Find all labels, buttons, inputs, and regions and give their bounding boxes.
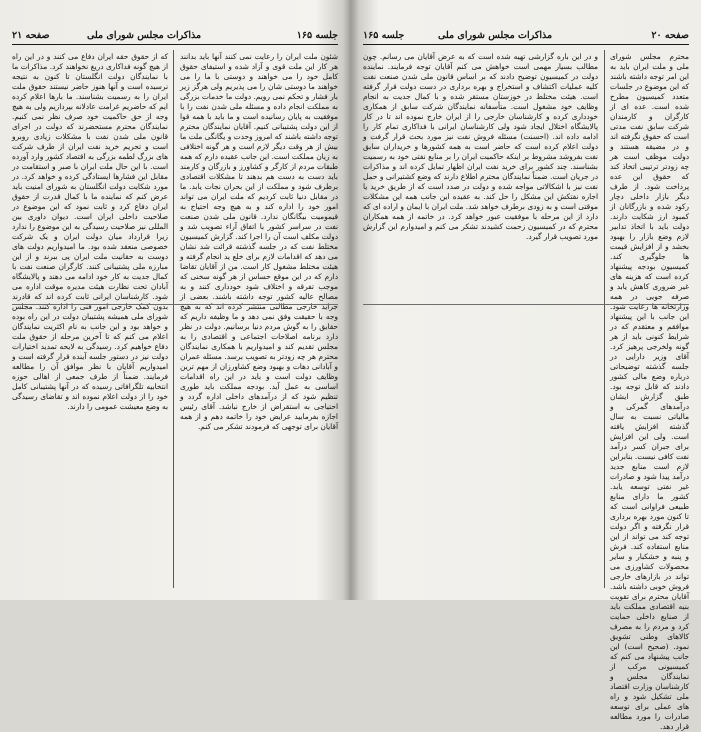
right-page-left-column: [363, 52, 598, 590]
right-page-right-column: [610, 52, 689, 731]
left-page-title: مذاکرات مجلس شورای ملی: [86, 30, 202, 41]
book-gutter: [343, 0, 359, 600]
right-page-number: صفحه ۲۰: [651, 30, 689, 41]
right-page-column-separator: [604, 50, 605, 588]
left-page-column-separator: [173, 50, 174, 588]
left-page-header-rule: [12, 44, 338, 45]
right-page: [351, 0, 701, 731]
left-page: [0, 0, 350, 600]
left-page-left-column: [12, 52, 168, 590]
right-page-right-column-text: محترم مجلس شورای ملی و ملت ایران باید به این امر توجه داشته باشند که این موضوع در جلسات متعدد کمیسیون مطرح شده است. عده ای از کارگران و کارمندان شرکت سابق نفت مدتی است که حقوق نگرفته اند و در مضیقه هستند و دولت موظف است هر چه زودتر ترتیبی اتخاذ کند که حقوق این عده پرداخت شود. از طرف دیگر بازار داخلی دچار رکود شده و بازرگانان از کمبود ارز شکایت دارند. دولت باید با اتخاذ تدابیر لازم وضع بازار را بهبود بخشد و از افزایش قیمت ها جلوگیری کند. کمیسیون بودجه پیشنهاد کرده است که هزینه های غیر ضروری کاهش یابد و صرفه جویی در همه وزارتخانه ها رعایت شود. این جانب با این پیشنهاد موافقم و معتقدم که در شرایط کنونی باید از هر گونه ولخرجی پرهیز کرد. آقای وزیر دارایی در جلسه گذشته توضیحاتی درباره وضع مالی کشور دادند که قابل توجه بود. طبق گزارش ایشان درآمدهای گمرکی و مالیاتی نسبت به سال گذشته افزایش یافته است. ولی این افزایش برای جبران کسر درآمد نفت کافی نیست. بنابراین لازم است منابع جدید درآمد پیدا شود و صادرات غیر نفتی توسعه یابد. کشور ما دارای منابع طبیعی فراوانی است که تا کنون مورد بهره برداری قرار نگرفته و اگر دولت توجه کند می تواند از این منابع استفاده کند. فرش و پنبه و خشکبار و سایر محصولات کشاورزی می تواند در بازارهای خارجی فروش خوبی داشته باشد. آقایان محترم برای تقویت بنیه اقتصادی مملکت باید از صنایع داخلی حمایت کرد و مردم را به مصرف کالاهای وطنی تشویق نمود. (صحیح است) این جانب پیشنهاد می کنم که کمیسیونی مرکب از نمایندگان مجلس و کارشناسان وزارت اقتصاد ملی تشکیل شود و راه های عملی برای توسعه صادرات را مورد مطالعه قرار دهد.: [610, 52, 689, 731]
left-page-number: صفحه ۲۱: [12, 30, 50, 41]
right-page-mid-rule: [363, 304, 689, 305]
left-page-mid-rule: [12, 304, 338, 305]
left-page-left-column-text: که از حقوق حقه ایران دفاع می کنند و در این راه از هیچ گونه فداکاری دریغ نخواهند کرد. مذاکرات ما با نمایندگان دولت انگلستان تا کنون به نتیجه نرسیده است و آنها هنوز حاضر نیستند حقوق ملت ایران را به رسمیت بشناسند. ما بارها اعلام کرده ایم که حاضریم غرامت عادلانه بپردازیم ولی به هیچ وجه از حق حاکمیت خود صرف نظر نمی کنیم. نمایندگان محترم مستحضرند که دولت در اجرای قانون ملی شدن نفت با مشکلات زیادی روبرو است و تحریم خرید نفت ایران از طرف شرکت های بزرگ لطمه بزرگی به اقتصاد کشور وارد آورده است. با این حال ملت ایران با صبر و استقامت در مقابل این فشارها ایستادگی کرده و خواهد کرد. در مورد شکایت دولت انگلستان به شورای امنیت باید عرض کنم که نماینده ما با کمال قدرت از حقوق ایران دفاع کرد و ثابت نمود که این موضوع در صلاحیت داخلی ایران است. دیوان داوری بین المللی نیز صلاحیت رسیدگی به این موضوع را ندارد زیرا قرارداد میان دولت ایران و یک شرکت خصوصی منعقد شده بود. ما امیدواریم دولت های دوست به حقانیت ملت ایران پی ببرند و از این مبارزه ملی پشتیبانی کنند. کارگران صنعت نفت با کمال جدیت به کار خود ادامه می دهند و پالایشگاه آبادان تحت نظارت هیئت مدیره موقت اداره می شود. کارشناسان ایرانی ثابت کرده اند که قادرند بدون کمک خارجی امور فنی را اداره کنند. مجلس شورای ملی همیشه پشتیبان دولت در این راه بوده و خواهد بود و این جانب به نام اکثریت نمایندگان اعلام می کنم که تا آخرین مرحله از حقوق ملت دفاع خواهیم کرد. رسیدگی به لایحه تمدید اختیارات دولت نیز در دستور جلسه آینده قرار گرفته است و امیدواریم آقایان با نظر موافق آن را مطالعه فرمایند. ضمناً از طرف جمعی از اهالی حوزه انتخابیه تلگرافاتی رسیده که در آنها پشتیبانی کامل خود را از دولت اعلام نموده اند و تقاضای رسیدگی به وضع معیشت عمومی را دارند.: [12, 52, 168, 411]
left-page-header: [12, 29, 338, 43]
right-page-header-rule: [363, 44, 689, 45]
right-page-header: [363, 29, 689, 43]
right-page-left-column-text: و در این باره گزارشی تهیه شده است که به عرض آقایان می رسانم. چون مطالب بسیار مهمی است خواهش می کنم آقایان توجه فرمایند. نماینده دولت در کمیسیون توضیح دادند که بر اساس قانون ملی شدن صنعت نفت کلیه عملیات اکتشاف و استخراج و بهره برداری در دست دولت قرار گرفته است. هیئت مختلط در خوزستان مستقر شده و با کمال جدیت به انجام وظایف خود مشغول است. متأسفانه نمایندگان شرکت سابق از همکاری خودداری کرده و کارشناسان خارجی را از ایران خارج نموده اند تا در کار پالایشگاه اختلال ایجاد شود ولی کارشناسان ایرانی با فداکاری تمام کار را ادامه داده اند. (احسنت) مسئله فروش نفت نیز مورد بحث قرار گرفت و دولت اعلام کرده است که حاضر است به همه کشورها و خریداران سابق نفت بفروشد مشروط بر اینکه حاکمیت ایران را بر منابع نفتی خود به رسمیت بشناسند. چند کشور برای خرید نفت ایران اظهار تمایل کرده اند و مذاکرات در جریان است. ضمناً نمایندگان محترم اطلاع دارند که وضع کشتیرانی و حمل نفت نیز با اشکالاتی مواجه شده و دولت در صدد است که از طریق خرید یا اجاره نفتکش این مشکل را حل کند. به عقیده این جانب همه این مشکلات موقتی است و به زودی برطرف خواهد شد. ملت ایران با ایمان و اراده ای که دارد از این مرحله با موفقیت عبور خواهد کرد. در خاتمه از همه همکاران محترم که در کمیسیون زحمت کشیدند تشکر می کنم و امیدوارم این گزارش مورد تصویب قرار گیرد.: [363, 52, 598, 241]
left-page-session: جلسه ۱۶۵: [296, 30, 338, 41]
left-page-right-column-text: شئون ملت ایران را رعایت نمی کنند آنها باید بدانند هر کار این ملت قوی و آزاد شده و استیفای حقوق کامل خود را می خواهند و دوستی با ما را می خواهند ما دوستی شان را می پذیریم ولی هرگز زیر بار فشار و تحکم نمی رویم. دولت ما خدمات بزرگی به مملکت انجام داده و مسئله ملی شدن نفت را با موفقیت به پایان رسانیده است و ما باید با همه قوا از این دولت پشتیبانی کنیم. آقایان نمایندگان محترم توجه داشته باشند که امروز وحدت و یگانگی ملت ما بیش از هر وقت دیگر لازم است و هر گونه اختلافی به زیان مملکت است. این جانب عقیده دارم که همه طبقات مردم از کارگر و کشاورز و بازرگان و کارمند باید دست به دست هم بدهند تا مشکلات اقتصادی برطرف شود و مملکت از این بحران نجات یابد. ما در مقابل دنیا ثابت کردیم که ملت ایران می تواند امور خود را اداره کند و به هیچ وجه احتیاج به قیمومیت بیگانگان ندارد. قانون ملی شدن صنعت نفت در سراسر کشور با اتفاق آراء تصویب شد و دولت مکلف است آن را اجرا کند. گزارش کمیسیون مختلط نفت که در جلسه گذشته قرائت شد نشان می دهد که اقدامات لازم برای خلع ید انجام گرفته و هیئت مختلط مشغول کار است. من از آقایان تقاضا دارم که در این موقع حساس از هر گونه سخنی که موجب تفرقه و اختلاف شود خودداری کنند و به مصالح عالیه کشور توجه داشته باشند. بعضی از جراید خارجی مطالبی منتشر کرده اند که به هیچ وجه با حقیقت وفق نمی دهد و ما وظیفه داریم که حقایق را به گوش مردم دنیا برسانیم. دولت در نظر دارد برنامه اصلاحات اجتماعی و اقتصادی را به مجلس تقدیم کند و امیدواریم با همکاری نمایندگان محترم هر چه زودتر به تصویب برسد. مسئله عمران و آبادانی دهات و بهبود وضع کشاورزان از مهم ترین وظایف دولت است و باید در این راه اقدامات اساسی به عمل آید. بودجه مملکت باید طوری تنظیم شود که از درآمدهای داخلی اداره گردد و احتیاجی به استقراض از خارج نباشد. آقای رئیس اجازه بفرمایید عرایض خود را خاتمه دهم و از همه آقایان برای توجهی که فرمودند تشکر می کنم.: [180, 52, 338, 431]
left-page-right-column: [180, 52, 338, 590]
right-page-title: مذاکرات مجلس شورای ملی: [437, 30, 553, 41]
right-page-session: جلسه ۱۶۵: [363, 30, 405, 41]
